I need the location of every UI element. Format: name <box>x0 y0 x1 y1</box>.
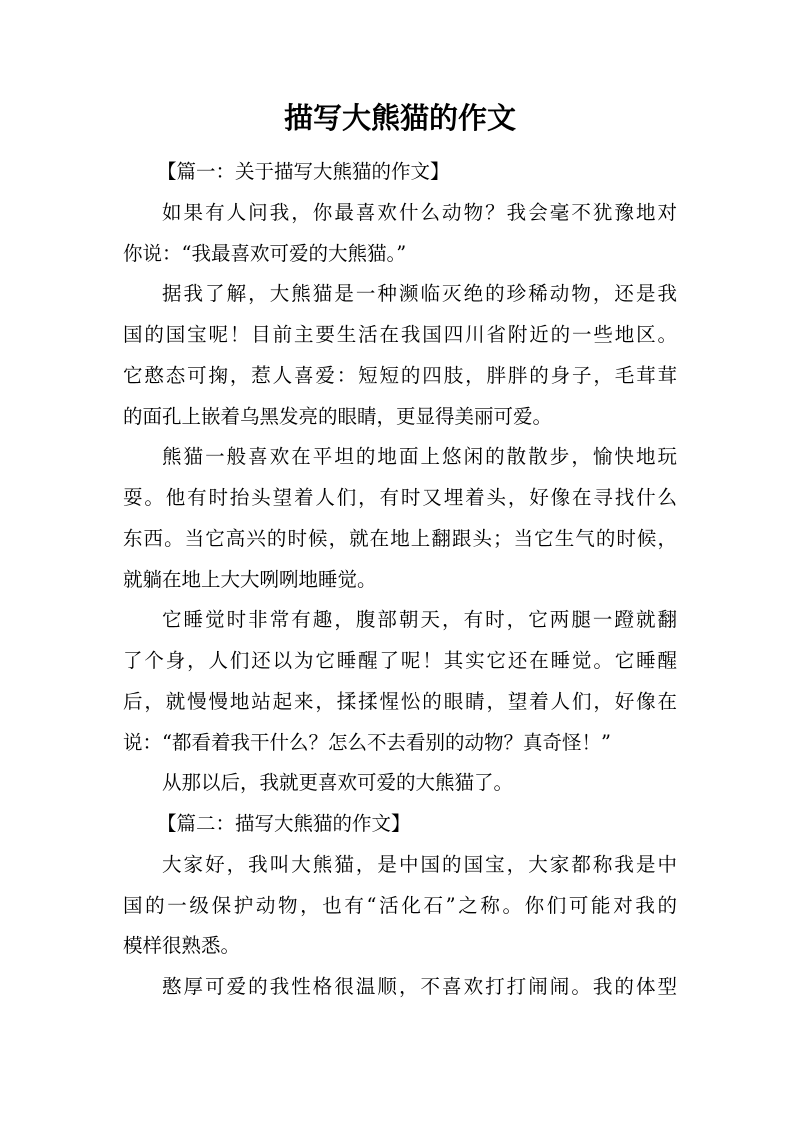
paragraph-1 <box>123 193 677 275</box>
paragraph-line: 说：“都看着我干什么？怎么不去看别的动物？真奇怪！” <box>123 730 611 754</box>
document-body <box>123 152 677 1008</box>
paragraph-7 <box>123 967 677 1008</box>
paragraph-line: 憨厚可爱的我性格很温顺，不喜欢打打闹闹。我的体型 <box>162 975 677 998</box>
paragraph-line: 据我了解，大熊猫是一种濒临灭绝的珍稀动物，还是我 <box>162 282 677 306</box>
paragraph-line: 的面孔上嵌着乌黑发亮的眼睛，更显得美丽可爱。 <box>123 404 553 428</box>
paragraph-line: 你说：“我最喜欢可爱的大熊猫。” <box>123 241 407 265</box>
paragraph-line: 如果有人问我，你最喜欢什么动物？我会毫不犹豫地对 <box>162 200 677 224</box>
section-heading-1: 【篇一：关于描写大熊猫的作文】 <box>157 160 450 183</box>
paragraph-line: 从那以后，我就更喜欢可爱的大熊猫了。 <box>162 771 514 795</box>
paragraph-line: 耍。他有时抬头望着人们，有时又埋着头，好像在寻找什么 <box>123 486 677 509</box>
paragraph-line: 它憨态可掬，惹人喜爱：短短的四肢，胖胖的身子，毛茸茸 <box>123 363 677 387</box>
paragraph-4 <box>123 600 677 763</box>
paragraph-line: 国的国宝呢！目前主要生活在我国四川省附近的一些地区。 <box>123 323 677 346</box>
paragraph-line: 东西。当它高兴的时候，就在地上翻跟头；当它生气的时候， <box>123 526 677 550</box>
paragraph-line: 大家好，我叫大熊猫，是中国的国宝，大家都称我是中 <box>162 852 677 876</box>
paragraph-line: 它睡觉时非常有趣，腹部朝天，有时，它两腿一蹬就翻 <box>162 608 677 632</box>
paragraph-line: 后，就慢慢地站起来，揉揉惺忪的眼睛，望着人们，好像在 <box>123 689 677 713</box>
paragraph-5 <box>123 763 677 804</box>
document-title: 描写大熊猫的作文 <box>283 101 516 135</box>
paragraph-6 <box>123 845 677 967</box>
paragraph-line: 模样很熟悉。 <box>123 934 241 958</box>
paragraph-3 <box>123 437 677 600</box>
paragraph-line: 就躺在地上大大咧咧地睡觉。 <box>123 567 377 591</box>
paragraph-line: 国的一级保护动物，也有“活化石”之称。你们可能对我的 <box>123 893 677 917</box>
section-heading-2: 【篇二：描写大熊猫的作文】 <box>157 812 411 835</box>
paragraph-2 <box>123 274 677 437</box>
paragraph-line: 了个身，人们还以为它睡醒了呢！其实它还在睡觉。它睡醒 <box>123 649 677 672</box>
paragraph-line: 熊猫一般喜欢在平坦的地面上悠闲的散散步，愉快地玩 <box>162 445 677 469</box>
